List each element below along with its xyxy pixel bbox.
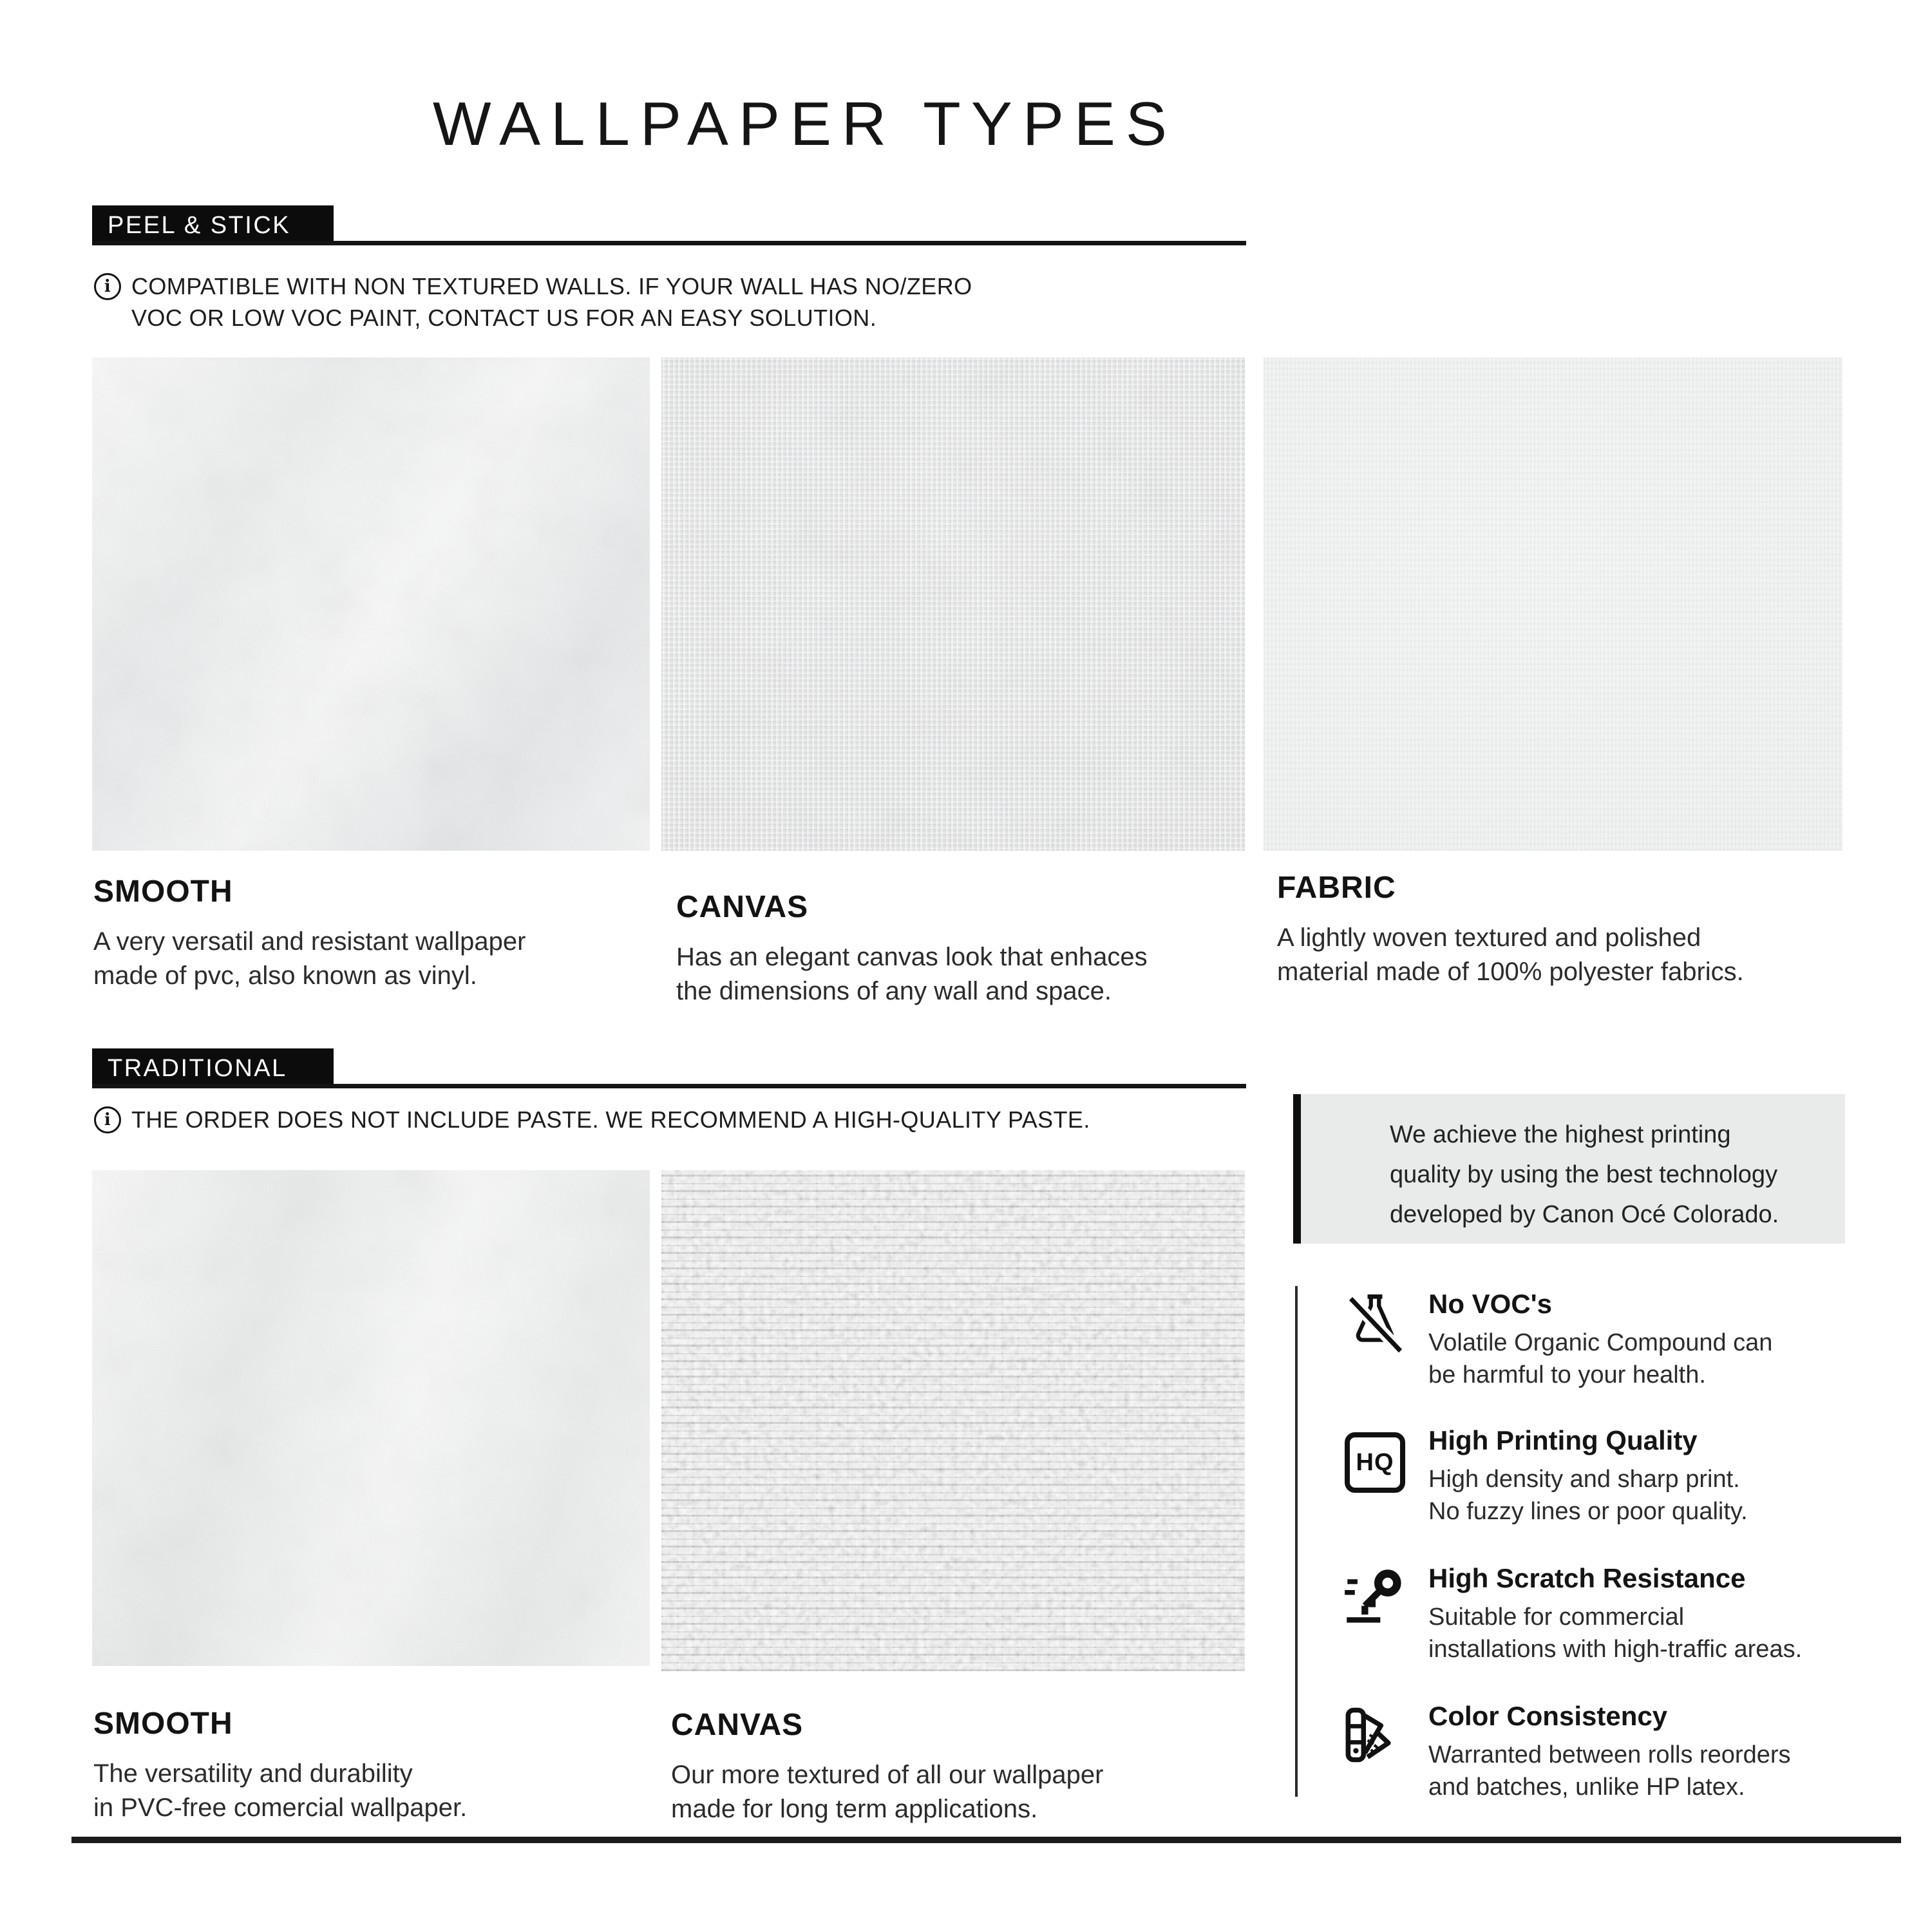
type-description [671,1758,1238,1826]
description-line: Has an elegant canvas look that enhaces [676,943,1148,971]
note-text [131,1104,1090,1135]
description-line: made for long term applications. [671,1795,1038,1823]
highlight-accent-bar [1293,1094,1301,1244]
canvas-texture-image [661,357,1245,851]
canvas-traditional-texture-image [661,1170,1245,1671]
no-voc-flask-icon [1343,1289,1407,1360]
description-line: in PVC-free comercial wallpaper. [93,1794,468,1822]
highlight-line: developed by Canon Océ Colorado. [1390,1201,1779,1228]
description-line: be harmful to your health. [1428,1361,1706,1388]
type-description [676,940,1243,1009]
page-title: WALLPAPER TYPES [433,90,1177,158]
feature-text [1428,1700,1886,1803]
feature-title: Color Consistency [1428,1701,1668,1731]
description-line: A lightly woven textured and polished [1277,923,1701,952]
description-line: The versatility and durability [93,1759,413,1788]
type-description [93,925,660,993]
hq-badge-icon [1343,1426,1407,1497]
scratch-key-icon [1343,1564,1407,1634]
note-text [131,270,972,334]
bottom-rule [71,1837,1901,1843]
info-icon: i [94,273,121,300]
smooth-traditional-texture-image [92,1170,650,1666]
feature-title: High Printing Quality [1428,1425,1698,1455]
feature-description [1428,1601,1886,1665]
peel-stick-section-label: PEEL & STICK [92,205,334,245]
type-caption-fabric [1277,869,1844,989]
type-title: FABRIC [1277,871,1396,905]
type-title: SMOOTH [93,1707,233,1741]
smooth-texture-image [92,357,650,851]
feature-description [1428,1739,1886,1803]
note-line: VOC OR LOW VOC PAINT, CONTACT US FOR AN EASY SOLUTION. [131,305,877,331]
texture-noise [92,1170,650,1666]
section-rule [92,1084,1246,1088]
feature-high-printing-quality [1343,1425,1884,1557]
info-icon: i [94,1106,121,1133]
type-description [1277,921,1844,989]
feature-title: No VOC's [1428,1289,1553,1319]
type-description [93,1757,660,1825]
feature-title: High Scratch Resistance [1428,1563,1746,1593]
feature-text [1428,1425,1886,1528]
highlight-line: quality by using the best technology [1390,1161,1778,1188]
feature-text [1428,1562,1886,1665]
traditional-section-label: TRADITIONAL [92,1048,334,1088]
fabric-texture-image [1264,357,1842,851]
description-line: Suitable for commercial [1428,1604,1685,1631]
note-line: COMPATIBLE WITH NON TEXTURED WALLS. IF YOUR WALL HAS NO/ZERO [131,273,972,299]
type-title: CANVAS [676,890,809,924]
texture-noise [661,357,1245,851]
description-line: Warranted between rolls reorders [1428,1741,1791,1768]
description-line: High density and sharp print. [1428,1466,1740,1493]
printing-quality-highlight [1301,1094,1845,1244]
type-title: CANVAS [671,1708,804,1742]
feature-description [1428,1327,1886,1391]
type-title: SMOOTH [93,875,233,909]
feature-description [1428,1463,1886,1528]
type-caption-canvas [676,889,1243,1009]
description-line: the dimensions of any wall and space. [676,977,1112,1005]
type-caption-smooth [93,873,660,993]
description-line: made of pvc, also known as vinyl. [93,961,477,990]
texture-noise [1264,357,1842,851]
feature-no-voc [1343,1288,1884,1420]
description-line: Our more textured of all our wallpaper [671,1761,1104,1789]
peel-stick-note [94,270,972,334]
texture-noise [661,1170,1245,1671]
color-swatchbook-icon [1343,1701,1407,1772]
section-rule [92,241,1246,245]
type-caption-smooth-traditional [93,1705,660,1825]
type-caption-canvas-traditional [671,1707,1238,1826]
description-line: Volatile Organic Compound can [1428,1329,1773,1356]
sidebar-divider [1295,1286,1298,1797]
description-line: and batches, unlike HP latex. [1428,1774,1745,1801]
description-line: installations with high-traffic areas. [1428,1636,1803,1663]
hq-label: HQ [1345,1432,1405,1493]
description-line: A very versatil and resistant wallpaper [93,927,526,956]
traditional-note [94,1104,1090,1135]
highlight-line: We achieve the highest printing [1390,1121,1731,1148]
description-line: material made of 100% polyester fabrics. [1277,958,1744,986]
feature-scratch-resistance [1343,1562,1884,1694]
feature-text [1428,1288,1886,1391]
note-line: THE ORDER DOES NOT INCLUDE PASTE. WE RECOMMEND A HIGH-QUALITY PASTE. [131,1106,1090,1133]
texture-noise [92,357,650,851]
feature-color-consistency [1343,1700,1884,1832]
description-line: No fuzzy lines or poor quality. [1428,1498,1748,1525]
